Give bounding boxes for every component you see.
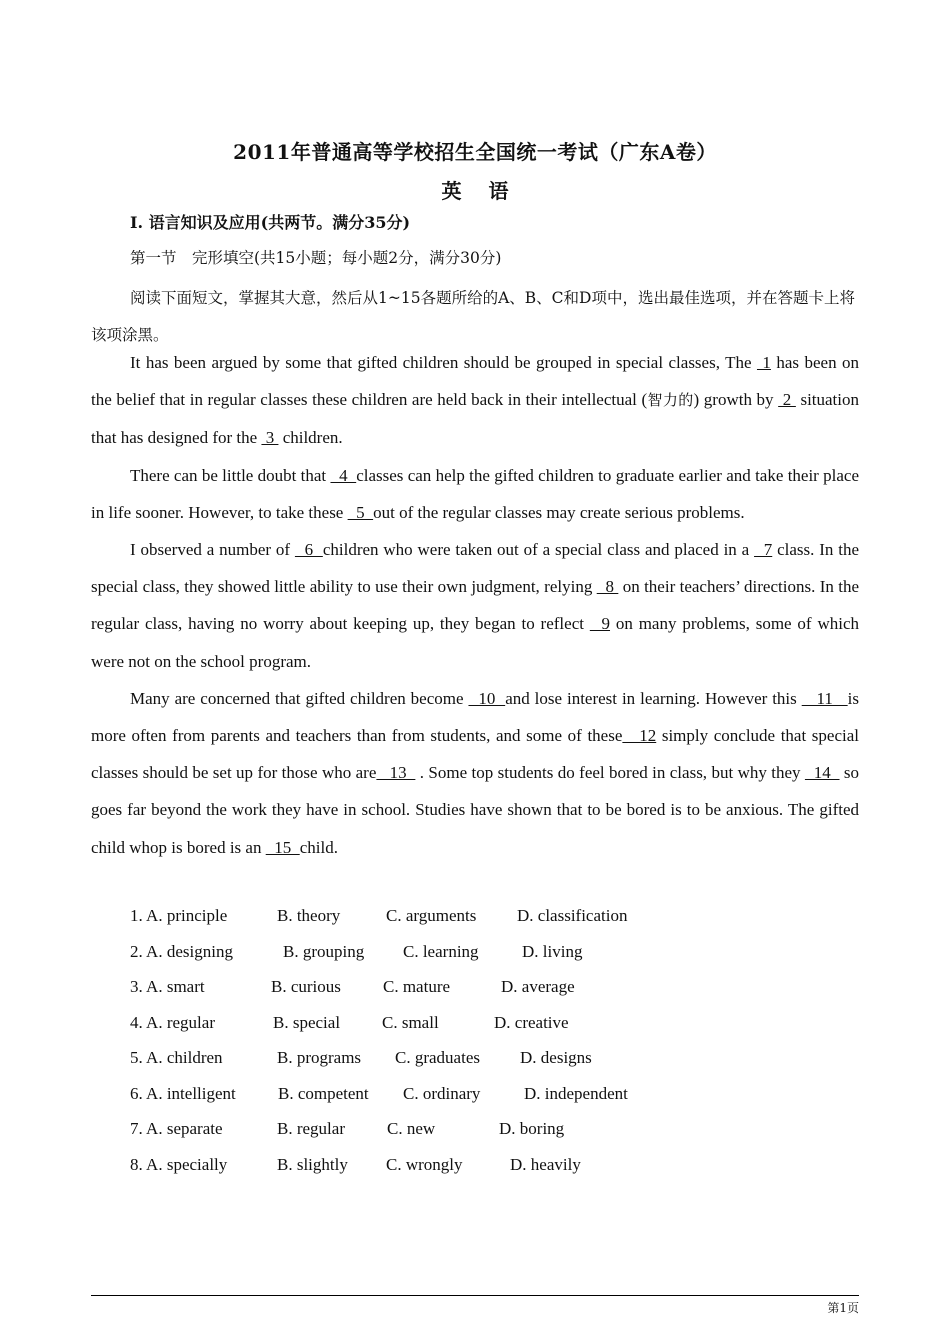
text: simply conclude that special classes should be set up for those who are [91,726,860,783]
option-b: B. programs [277,1048,362,1067]
paragraph-2 [91,457,859,531]
exam-title: 2011年普通高等学校招生全国统一考试（广东A卷） [233,140,717,164]
text: on many problems, some of which were not on the school program. [91,614,859,671]
blank-2: 2 [778,390,796,410]
blank-3: 3 [261,428,279,448]
option-d: D. boring [499,1119,565,1138]
text: ) growth by [693,390,779,410]
part-heading: 第一节 完形填空(共15小题；每小题2分，满分30分) [130,249,502,267]
option-b: B. competent [278,1083,369,1103]
text: child. [299,837,338,857]
blank-5: 5 [347,502,374,522]
option-c: C. new [387,1119,436,1138]
option-a: 4. A. regular [130,1012,215,1032]
text: and lose interest in learning. However this [505,688,802,708]
page-number: 第1页 [827,1301,859,1315]
option-d: D. average [501,977,575,996]
blank-8: 8 [596,577,619,597]
option-c: C. graduates [395,1048,480,1067]
paragraph-4 [91,680,859,866]
option-a: 5. A. children [130,1048,223,1067]
option-d: D. living [522,941,583,961]
option-d: D. independent [524,1083,628,1103]
option-c: C. mature [383,977,451,996]
text: . Some top students do feel bored in class, but why they [415,763,805,783]
text: children. [278,428,343,448]
option-c: C. ordinary [403,1083,481,1103]
option-c: C. arguments [386,906,477,925]
text: has been on the belief that in regular classes these children are held back in their intellectual ( [91,353,860,410]
blank-1: 1 [756,353,771,372]
passage [91,344,859,866]
option-a: 3. A. smart [130,977,205,996]
blank-13: 13 [376,763,416,783]
blank-6: 6 [294,540,323,560]
chinese-gloss: 智力的 [647,391,694,410]
text: It has been argued by some that gifted children should be grouped in special classes, The [130,353,757,372]
instructions: 阅读下面短文，掌握其大意，然后从1~15各题所给的A、B、C和D项中，选出最佳选项，并在答题卡上将该项涂黑。 [91,289,855,344]
text: out of the regular classes may create serious problems. [373,502,745,522]
option-b: B. theory [277,906,341,925]
text: on their teachers’ directions. In the regular class, having no worry about keeping up, they began to reflect [91,577,860,634]
option-d: D. classification [517,906,628,925]
section-heading: Ⅰ. 语言知识及应用(共两节。满分35分) [130,213,411,232]
blank-4: 4 [330,465,357,485]
option-d: D. creative [494,1012,569,1032]
blank-7: 7 [754,540,773,560]
blank-12: 12 [622,726,657,746]
option-a: 7. A. separate [130,1119,223,1138]
option-a: 8. A. specially [130,1154,228,1174]
footer-divider [91,1295,859,1296]
option-d: D. heavily [510,1154,581,1174]
option-a: 2. A. designing [130,941,233,961]
option-b: B. slightly [277,1154,348,1174]
option-c: C. small [382,1012,439,1032]
option-b: B. curious [271,977,341,996]
text: Many are concerned that gifted children become [130,688,469,708]
paragraph-1 [91,344,859,457]
text: class. In the special class, they showed little ability to use their own judgment, relying [91,540,860,597]
text: There can be little doubt that [130,465,331,485]
text: children who were taken out of a special class and placed in a [322,540,755,560]
subject-title: 英 语 [441,179,509,203]
text: classes can help the gifted children to graduate earlier and take their place in life sooner. However, to take these [91,465,860,522]
option-c: C. wrongly [386,1154,463,1174]
text: I observed a number of [130,540,295,560]
option-a: 1. A. principle [130,906,228,925]
text: so goes far beyond the work they have in school. Studies have shown that to be bored is to be anxious. The gifted child whop is bored is an [91,763,860,857]
blank-10: 10 [468,688,506,708]
blank-15: 15 [265,837,300,857]
paragraph-3 [91,531,859,680]
option-c: C. learning [403,941,479,961]
blank-9: 9 [589,614,611,634]
option-d: D. designs [520,1048,592,1067]
blank-11: 11 [801,688,848,708]
option-a: 6. A. intelligent [130,1083,236,1103]
text: situation that has designed for the [91,390,860,448]
option-b: B. special [273,1012,341,1032]
option-b: B. regular [277,1119,345,1138]
blank-14: 14 [804,763,840,783]
option-b: B. grouping [283,941,365,961]
text: is more often from parents and teachers than from students, and some of these [91,688,859,746]
